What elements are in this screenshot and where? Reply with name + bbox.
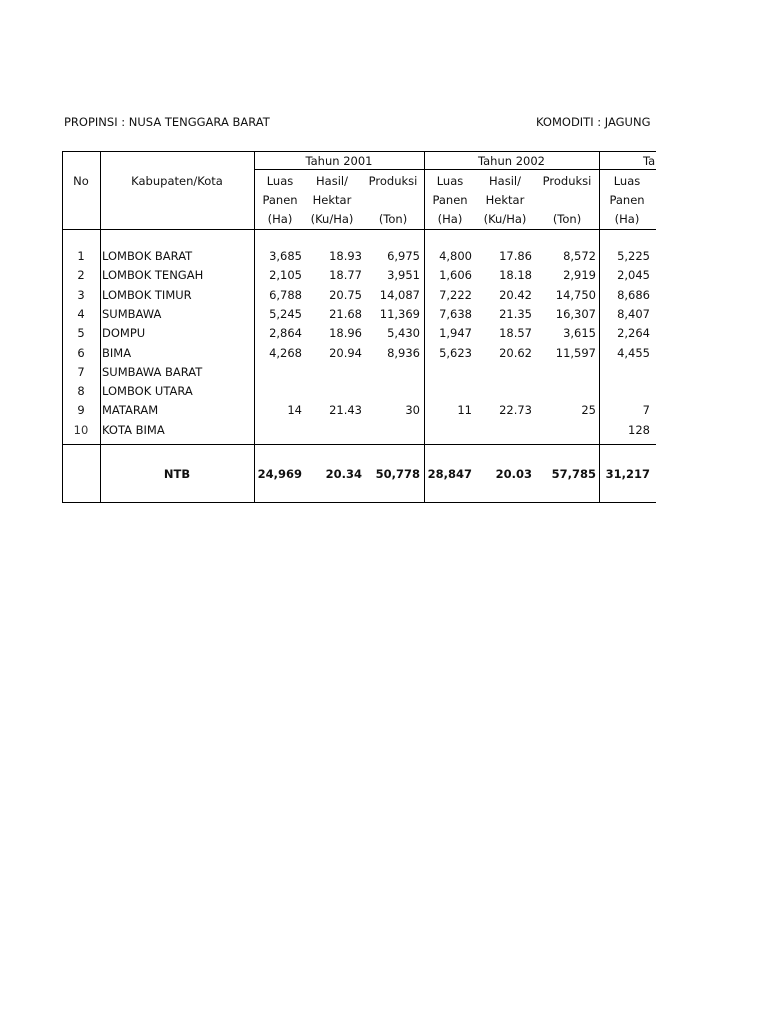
row-value bbox=[536, 363, 596, 382]
row-value: 4,800 bbox=[439, 249, 472, 263]
row-value: 21.35 bbox=[499, 307, 532, 321]
row-value bbox=[302, 382, 362, 401]
row-number: 5 bbox=[77, 326, 85, 340]
row-value: 8,936 bbox=[387, 346, 420, 360]
col-subheader-luas: Panen bbox=[609, 193, 645, 207]
grid-line bbox=[62, 444, 656, 445]
row-value bbox=[590, 363, 650, 382]
row-value: 6,975 bbox=[387, 249, 420, 263]
row-value: 7 bbox=[642, 403, 650, 417]
col-subheader-luas: Panen bbox=[262, 193, 298, 207]
row-value: 22.73 bbox=[499, 403, 532, 417]
row-value: 14 bbox=[287, 403, 302, 417]
row-value: 11 bbox=[457, 403, 472, 417]
row-value bbox=[412, 363, 472, 382]
row-value bbox=[242, 363, 302, 382]
row-value: 5,225 bbox=[617, 249, 650, 263]
row-value bbox=[412, 382, 472, 401]
row-value: 7,638 bbox=[439, 307, 472, 321]
row-value bbox=[472, 382, 532, 401]
row-number: 6 bbox=[77, 346, 85, 360]
row-value: 8,572 bbox=[563, 249, 596, 263]
row-value: 1,947 bbox=[439, 326, 472, 340]
row-number: 8 bbox=[77, 384, 85, 398]
col-subheader-hasil: Hektar bbox=[312, 193, 352, 207]
row-value: 1,606 bbox=[439, 268, 472, 282]
row-value: 11,597 bbox=[555, 346, 596, 360]
row-value: 4,268 bbox=[269, 346, 302, 360]
row-value: 18.57 bbox=[499, 326, 532, 340]
row-value: 8,686 bbox=[617, 288, 650, 302]
row-value: 2,864 bbox=[269, 326, 302, 340]
row-district-name: LOMBOK BARAT bbox=[102, 249, 193, 263]
row-value: 18.96 bbox=[329, 326, 362, 340]
col-subheader-luas: Luas bbox=[613, 174, 641, 188]
row-value: 8,407 bbox=[617, 307, 650, 321]
col-header-district: Kabupaten/Kota bbox=[131, 174, 223, 188]
col-subheader-hasil: (Ku/Ha) bbox=[483, 212, 527, 226]
row-district-name: KOTA BIMA bbox=[102, 423, 165, 437]
row-value bbox=[302, 363, 362, 382]
grid-line bbox=[100, 152, 101, 502]
row-value bbox=[412, 421, 472, 440]
data-table-viewport bbox=[62, 151, 656, 503]
total-value: 20.03 bbox=[495, 467, 532, 481]
row-number: 10 bbox=[73, 423, 89, 437]
col-subheader-hasil: Hasil/ bbox=[489, 174, 521, 188]
row-district-name: LOMBOK TENGAH bbox=[102, 268, 204, 282]
row-value: 2,264 bbox=[617, 326, 650, 340]
row-value: 5,245 bbox=[269, 307, 302, 321]
row-value: 18.18 bbox=[499, 268, 532, 282]
commodity-label: KOMODITI : JAGUNG bbox=[536, 115, 651, 129]
row-value bbox=[360, 421, 420, 440]
row-value: 4,455 bbox=[617, 346, 650, 360]
row-district-name: LOMBOK TIMUR bbox=[102, 288, 192, 302]
row-value: 11,369 bbox=[379, 307, 420, 321]
row-value bbox=[590, 382, 650, 401]
row-value: 20.94 bbox=[329, 346, 362, 360]
row-value bbox=[360, 363, 420, 382]
row-value: 14,087 bbox=[379, 288, 420, 302]
col-header-no: No bbox=[73, 174, 89, 188]
row-value: 7,222 bbox=[439, 288, 472, 302]
year-header-next: Ta bbox=[643, 154, 656, 168]
row-value: 20.42 bbox=[499, 288, 532, 302]
row-value: 21.43 bbox=[329, 403, 362, 417]
row-value: 3,685 bbox=[269, 249, 302, 263]
col-subheader-produksi: Produksi bbox=[368, 174, 418, 188]
col-subheader-luas: Panen bbox=[432, 193, 468, 207]
col-subheader-produksi: (Ton) bbox=[378, 212, 408, 226]
row-value: 17.86 bbox=[499, 249, 532, 263]
row-number: 1 bbox=[77, 249, 85, 263]
row-value: 3,951 bbox=[387, 268, 420, 282]
row-value: 20.75 bbox=[329, 288, 362, 302]
row-value bbox=[472, 363, 532, 382]
row-value: 25 bbox=[581, 403, 596, 417]
grid-line bbox=[62, 229, 656, 230]
row-value: 2,919 bbox=[563, 268, 596, 282]
row-value bbox=[536, 382, 596, 401]
col-subheader-produksi: (Ton) bbox=[552, 212, 582, 226]
row-district-name: SUMBAWA bbox=[102, 307, 162, 321]
row-value: 30 bbox=[405, 403, 420, 417]
total-value: 57,785 bbox=[551, 467, 596, 481]
row-value: 2,105 bbox=[269, 268, 302, 282]
total-value: 24,969 bbox=[257, 467, 302, 481]
row-value: 3,615 bbox=[563, 326, 596, 340]
col-subheader-luas: (Ha) bbox=[437, 212, 463, 226]
row-value: 128 bbox=[628, 423, 650, 437]
col-subheader-produksi: Produksi bbox=[542, 174, 592, 188]
row-value: 18.77 bbox=[329, 268, 362, 282]
col-subheader-hasil: Hektar bbox=[485, 193, 525, 207]
row-district-name: MATARAM bbox=[102, 403, 159, 417]
row-value: 2,045 bbox=[617, 268, 650, 282]
col-subheader-luas: Luas bbox=[266, 174, 294, 188]
total-value: 31,217 bbox=[605, 467, 650, 481]
total-value: 50,778 bbox=[375, 467, 420, 481]
row-number: 2 bbox=[77, 268, 85, 282]
total-value: 20.34 bbox=[325, 467, 362, 481]
row-district-name: LOMBOK UTARA bbox=[102, 384, 193, 398]
row-district-name: DOMPU bbox=[102, 326, 146, 340]
row-district-name: SUMBAWA BARAT bbox=[102, 365, 203, 379]
col-subheader-luas: Luas bbox=[436, 174, 464, 188]
row-district-name: BIMA bbox=[102, 346, 132, 360]
total-value: 28,847 bbox=[427, 467, 472, 481]
row-number: 3 bbox=[77, 288, 85, 302]
col-subheader-luas: (Ha) bbox=[267, 212, 293, 226]
row-value bbox=[472, 421, 532, 440]
data-table bbox=[62, 151, 656, 503]
row-value: 14,750 bbox=[555, 288, 596, 302]
year-header-2001: Tahun 2001 bbox=[305, 154, 373, 168]
row-value: 21.68 bbox=[329, 307, 362, 321]
row-value bbox=[242, 421, 302, 440]
col-subheader-luas: (Ha) bbox=[614, 212, 640, 226]
row-value: 16,307 bbox=[555, 307, 596, 321]
row-number: 4 bbox=[77, 307, 85, 321]
row-value: 6,788 bbox=[269, 288, 302, 302]
col-subheader-hasil: Hasil/ bbox=[316, 174, 348, 188]
row-value: 5,430 bbox=[387, 326, 420, 340]
row-value: 20.62 bbox=[499, 346, 532, 360]
row-value bbox=[360, 382, 420, 401]
col-subheader-produksi bbox=[537, 191, 597, 210]
col-subheader-hasil: (Ku/Ha) bbox=[310, 212, 354, 226]
col-subheader-produksi bbox=[363, 191, 423, 210]
row-value bbox=[302, 421, 362, 440]
row-value: 18.93 bbox=[329, 249, 362, 263]
row-number: 9 bbox=[77, 403, 85, 417]
row-value bbox=[242, 382, 302, 401]
total-label: NTB bbox=[163, 467, 191, 481]
row-number: 7 bbox=[77, 365, 85, 379]
row-value bbox=[536, 421, 596, 440]
year-header-2002: Tahun 2002 bbox=[478, 154, 545, 168]
province-label: PROPINSI : NUSA TENGGARA BARAT bbox=[64, 115, 270, 129]
row-value: 5,623 bbox=[439, 346, 472, 360]
